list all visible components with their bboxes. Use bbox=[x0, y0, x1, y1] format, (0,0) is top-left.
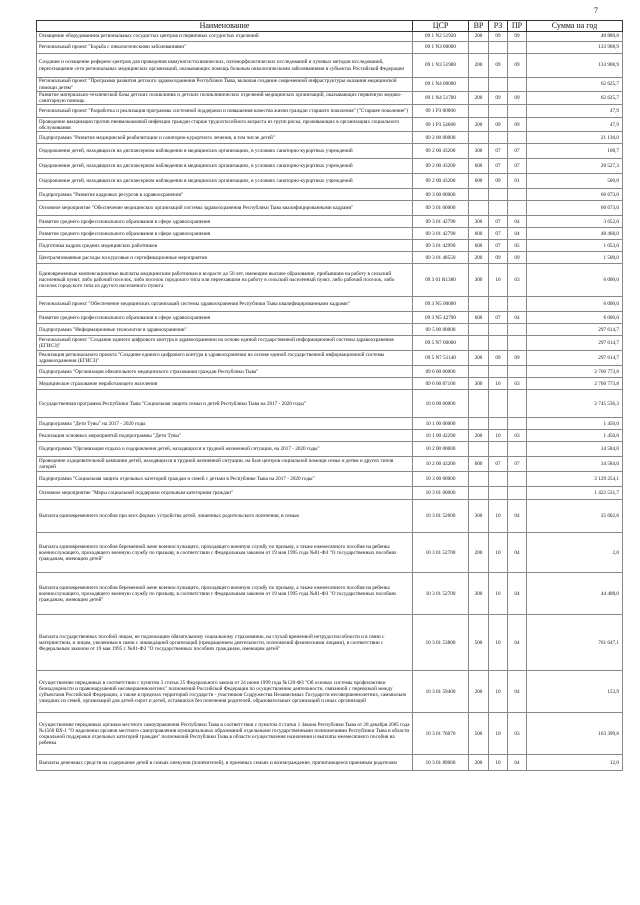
cell-sum: 34 584,0 bbox=[527, 442, 623, 457]
cell-vr bbox=[469, 366, 489, 378]
cell-sum: 1 053,0 bbox=[527, 240, 623, 252]
cell-csr: 09 3 N5 42790 bbox=[413, 312, 469, 324]
cell-vr: 200 bbox=[469, 32, 489, 42]
cell-pr: 04 bbox=[508, 755, 527, 771]
cell-rz: 07 bbox=[489, 216, 508, 228]
cell-pr: 04 bbox=[508, 573, 527, 615]
cell-name: Развитие среднего профессионального образования в сфере здравоохранения bbox=[37, 216, 413, 228]
cell-vr: 300 bbox=[469, 144, 489, 159]
cell-name: Выплата государственных пособий лицам, не подлежащим обязательному социальному страхованию, на случай временной нетрудоспособности и в связи с материнством, и лицам, уволенным в связи с ликвидацией организаций (прекращением деятельности, полномочий физическими лицами), в соответствии с Федеральным законом от 19 мая 1995 г. №81-ФЗ "О государственных пособиях гражданам, имеющим детей" bbox=[37, 615, 413, 671]
cell-sum: 1 500,0 bbox=[527, 252, 623, 264]
cell-rz: 10 bbox=[489, 264, 508, 297]
table-row bbox=[37, 78, 623, 92]
cell-sum: 297 614,7 bbox=[527, 324, 623, 336]
cell-pr: 07 bbox=[508, 457, 527, 472]
cell-vr: 200 bbox=[469, 252, 489, 264]
cell-csr: 09 1 P3 54680 bbox=[413, 118, 469, 132]
cell-rz: 07 bbox=[489, 312, 508, 324]
cell-sum: 60 673,0 bbox=[527, 201, 623, 216]
cell-rz: 10 bbox=[489, 713, 508, 755]
cell-rz: 07 bbox=[489, 228, 508, 240]
cell-name: Медицинское страхование неработающего населения bbox=[37, 378, 413, 390]
cell-sum: 62 625,7 bbox=[527, 78, 623, 92]
table-row bbox=[37, 390, 623, 418]
cell-rz: 09 bbox=[489, 32, 508, 42]
cell-pr: 09 bbox=[508, 118, 527, 132]
table-row bbox=[37, 351, 623, 366]
cell-rz bbox=[489, 105, 508, 118]
cell-vr: 500 bbox=[469, 615, 489, 671]
cell-pr: 03 bbox=[508, 713, 527, 755]
header-rz: РЗ bbox=[489, 21, 508, 32]
cell-name: Подпрограмма "Социальная защита отдельных категорий граждан и семей с детьми в Республике Тыва на 2017 - 2020 годы" bbox=[37, 472, 413, 487]
cell-sum: 62 625,7 bbox=[527, 92, 623, 105]
cell-vr bbox=[469, 324, 489, 336]
cell-rz: 09 bbox=[489, 118, 508, 132]
table-row bbox=[37, 132, 623, 144]
cell-vr: 600 bbox=[469, 174, 489, 189]
cell-vr bbox=[469, 189, 489, 201]
cell-csr: 09 2 00 00000 bbox=[413, 132, 469, 144]
cell-csr: 09 1 N4 51700 bbox=[413, 92, 469, 105]
cell-csr: 10 3 01 76070 bbox=[413, 713, 469, 755]
cell-vr bbox=[469, 442, 489, 457]
cell-pr bbox=[508, 366, 527, 378]
cell-csr: 10 3 00 00000 bbox=[413, 472, 469, 487]
cell-rz: 09 bbox=[489, 174, 508, 189]
cell-name: Выплаты денежных средств на содержание детей в семьях опекунов (попечителей), в приемных семьях и вознаграждение, причитающееся приемным родителям bbox=[37, 755, 413, 771]
cell-vr: 300 bbox=[469, 264, 489, 297]
cell-name: Подпрограмма "Информационные технологии в здравоохранении" bbox=[37, 324, 413, 336]
cell-rz bbox=[489, 78, 508, 92]
cell-name: Выплата единовременного пособия беременной жене военнослужащего, проходящего военную службу по призыву, а также ежемесячного пособия на ребенка военнослужащего, проходящего военную службу по призыву, в соответствии с Федеральным законом от 19 мая 1995 года №81-ФЗ "О государственных пособиях гражданам, имеющим детей" bbox=[37, 573, 413, 615]
cell-rz: 10 bbox=[489, 615, 508, 671]
cell-csr: 09 3 01 48550 bbox=[413, 252, 469, 264]
table-row bbox=[37, 442, 623, 457]
cell-pr bbox=[508, 42, 527, 54]
cell-pr: 04 bbox=[508, 533, 527, 573]
page-number: 7 bbox=[594, 6, 598, 15]
cell-sum: 3 652,0 bbox=[527, 216, 623, 228]
cell-pr bbox=[508, 201, 527, 216]
cell-vr: 200 bbox=[469, 755, 489, 771]
cell-name: Региональный проект "Создание единого цифрового контура в здравоохранении на основе единой государственной информационной системы здравоохранения (ЕГИСЗ)" bbox=[37, 336, 413, 351]
cell-name: Основное мероприятие "Меры социальной поддержки отдельным категориям граждан" bbox=[37, 487, 413, 500]
cell-sum: 133 908,9 bbox=[527, 54, 623, 78]
cell-sum: 6 000,0 bbox=[527, 297, 623, 312]
cell-sum: 44 408,0 bbox=[527, 573, 623, 615]
table-row bbox=[37, 201, 623, 216]
cell-vr bbox=[469, 78, 489, 92]
cell-vr bbox=[469, 390, 489, 418]
cell-pr bbox=[508, 472, 527, 487]
cell-csr: 09 1 N3 51900 bbox=[413, 54, 469, 78]
cell-csr: 09 1 P3 00000 bbox=[413, 105, 469, 118]
cell-sum: 163 399,8 bbox=[527, 713, 623, 755]
table-row bbox=[37, 42, 623, 54]
cell-pr: 03 bbox=[508, 378, 527, 390]
cell-pr: 03 bbox=[508, 430, 527, 442]
cell-name: Оздоровление детей, находящихся на диспансерном наблюдении в медицинских организациях, в условиях санаторно-курортных учреждений bbox=[37, 144, 413, 159]
cell-csr: 09 3 01 42790 bbox=[413, 216, 469, 228]
cell-pr bbox=[508, 105, 527, 118]
cell-name: Реализация основных мероприятий подпрограммы "Дети Тувы" bbox=[37, 430, 413, 442]
table-row bbox=[37, 312, 623, 324]
cell-sum: 1 422 531,7 bbox=[527, 487, 623, 500]
cell-rz: 10 bbox=[489, 573, 508, 615]
cell-csr: 10 3 01 52600 bbox=[413, 500, 469, 533]
cell-pr: 03 bbox=[508, 264, 527, 297]
cell-sum: 21 136,0 bbox=[527, 132, 623, 144]
cell-rz: 10 bbox=[489, 755, 508, 771]
cell-csr: 09 3 01 00000 bbox=[413, 201, 469, 216]
cell-rz bbox=[489, 418, 508, 430]
cell-csr: 10 0 00 00000 bbox=[413, 390, 469, 418]
cell-name: Осуществление переданных органам местного самоуправления Республики Тыва в соответствии с пунктом 4 статьи 1 Закона Республики Тыва от 28 декабря 2005 года №1560 ВХ-1 "О наделении органов местного самоуправления муниципальных образований отдельными государственными полномочиями Республики Тыва в области социальной поддержки отдельных категорий граждан" полномочий Республики Тыва в области осуществления назначения и выплаты ежемесячного пособия на ребенка bbox=[37, 713, 413, 755]
cell-name: Подготовка кадров средних медицинских работников bbox=[37, 240, 413, 252]
cell-name: Централизованные расходы на курсовые и сертификационные мероприятия bbox=[37, 252, 413, 264]
cell-sum: 2 760 773,8 bbox=[527, 378, 623, 390]
cell-name: Проведение оздоровительной кампании детей, находящихся в трудной жизненной ситуации, на базе центров социальной помощи семье и детям и других типов лагерей bbox=[37, 457, 413, 472]
cell-name: Региональный проект "Разработка и реализация программы системной поддержки и повышения качества жизни граждан старшего поколения" ("Старшее поколение") bbox=[37, 105, 413, 118]
cell-sum: 47,9 bbox=[527, 105, 623, 118]
cell-csr: 09 3 N5 00000 bbox=[413, 297, 469, 312]
cell-csr: 10 2 00 43200 bbox=[413, 457, 469, 472]
cell-pr: 01 bbox=[508, 174, 527, 189]
cell-vr: 600 bbox=[469, 228, 489, 240]
cell-sum: 297 614,7 bbox=[527, 336, 623, 351]
cell-sum: 40 880,8 bbox=[527, 32, 623, 42]
cell-csr: 09 2 00 43200 bbox=[413, 159, 469, 174]
header-sum: Сумма на год bbox=[527, 21, 623, 32]
cell-csr: 10 1 00 00000 bbox=[413, 418, 469, 430]
cell-csr: 09 1 N3 00000 bbox=[413, 42, 469, 54]
cell-sum: 6 000,0 bbox=[527, 312, 623, 324]
cell-sum: 108,7 bbox=[527, 144, 623, 159]
cell-rz bbox=[489, 132, 508, 144]
cell-name: Подпрограмма "Развитие кадровых ресурсов в здравоохранении" bbox=[37, 189, 413, 201]
cell-sum: 2 129 254,1 bbox=[527, 472, 623, 487]
cell-rz bbox=[489, 366, 508, 378]
cell-name: Развитие среднего профессионального образования в сфере здравоохранения bbox=[37, 228, 413, 240]
cell-csr: 10 3 01 89060 bbox=[413, 755, 469, 771]
cell-vr bbox=[469, 487, 489, 500]
cell-pr: 09 bbox=[508, 252, 527, 264]
cell-rz: 07 bbox=[489, 144, 508, 159]
table-row bbox=[37, 228, 623, 240]
cell-rz: 10 bbox=[489, 378, 508, 390]
cell-pr: 04 bbox=[508, 312, 527, 324]
cell-rz: 10 bbox=[489, 671, 508, 713]
cell-rz bbox=[489, 42, 508, 54]
cell-csr: 10 3 01 00000 bbox=[413, 487, 469, 500]
table-row bbox=[37, 500, 623, 533]
cell-vr: 200 bbox=[469, 54, 489, 78]
cell-sum: 153,9 bbox=[527, 671, 623, 713]
cell-rz: 09 bbox=[489, 351, 508, 366]
cell-csr: 09 5 N7 51140 bbox=[413, 351, 469, 366]
cell-csr: 09 3 01 42990 bbox=[413, 240, 469, 252]
table-row bbox=[37, 118, 623, 132]
table-row bbox=[37, 216, 623, 228]
table-row bbox=[37, 105, 623, 118]
cell-rz: 09 bbox=[489, 54, 508, 78]
cell-vr: 600 bbox=[469, 312, 489, 324]
cell-vr: 200 bbox=[469, 671, 489, 713]
cell-vr: 300 bbox=[469, 216, 489, 228]
cell-pr bbox=[508, 324, 527, 336]
cell-vr: 200 bbox=[469, 118, 489, 132]
cell-rz: 10 bbox=[489, 430, 508, 442]
cell-name: Выплата единовременного пособия при всех формах устройства детей, лишенных родительского попечения, в семью bbox=[37, 500, 413, 533]
cell-sum: 2 745 536,3 bbox=[527, 390, 623, 418]
cell-vr: 200 bbox=[469, 351, 489, 366]
cell-pr bbox=[508, 297, 527, 312]
cell-csr: 09 2 00 43200 bbox=[413, 144, 469, 159]
cell-vr bbox=[469, 42, 489, 54]
header-pr: ПР bbox=[508, 21, 527, 32]
cell-rz: 07 bbox=[489, 159, 508, 174]
cell-pr: 04 bbox=[508, 228, 527, 240]
table-row bbox=[37, 174, 623, 189]
cell-csr: 10 1 00 42290 bbox=[413, 430, 469, 442]
table-row bbox=[37, 189, 623, 201]
cell-rz: 10 bbox=[489, 533, 508, 573]
cell-rz: 10 bbox=[489, 500, 508, 533]
cell-rz bbox=[489, 324, 508, 336]
cell-csr: 10 3 01 53800 bbox=[413, 615, 469, 671]
cell-vr: 200 bbox=[469, 430, 489, 442]
cell-sum: 12,0 bbox=[527, 755, 623, 771]
cell-pr: 09 bbox=[508, 32, 527, 42]
cell-vr: 500 bbox=[469, 713, 489, 755]
cell-rz bbox=[489, 472, 508, 487]
cell-vr bbox=[469, 297, 489, 312]
cell-rz bbox=[489, 297, 508, 312]
table-row bbox=[37, 487, 623, 500]
table-row bbox=[37, 378, 623, 390]
cell-name: Подпрограмма "Организация отдыха и оздоровления детей, находящихся в трудной жизненной ситуации, на 2017 - 2020 годы" bbox=[37, 442, 413, 457]
table-row bbox=[37, 615, 623, 671]
cell-pr: 09 bbox=[508, 351, 527, 366]
cell-sum: 2,0 bbox=[527, 533, 623, 573]
cell-vr: 300 bbox=[469, 573, 489, 615]
cell-vr: 300 bbox=[469, 378, 489, 390]
cell-vr bbox=[469, 472, 489, 487]
cell-vr bbox=[469, 336, 489, 351]
cell-vr: 200 bbox=[469, 533, 489, 573]
cell-name: Развитие материально-технической базы детских поликлиник и детских поликлинических отделений медицинских организаций, оказывающих первичную медико-санитарную помощь bbox=[37, 92, 413, 105]
cell-vr bbox=[469, 132, 489, 144]
budget-table bbox=[36, 20, 623, 771]
table-row bbox=[37, 472, 623, 487]
cell-pr: 09 bbox=[508, 54, 527, 78]
cell-pr bbox=[508, 78, 527, 92]
cell-sum: 47,9 bbox=[527, 118, 623, 132]
cell-rz: 07 bbox=[489, 457, 508, 472]
cell-sum: 1 450,0 bbox=[527, 418, 623, 430]
cell-vr bbox=[469, 105, 489, 118]
cell-pr: 09 bbox=[508, 92, 527, 105]
cell-vr: 300 bbox=[469, 500, 489, 533]
table-row bbox=[37, 324, 623, 336]
cell-name: Единовременные компенсационные выплаты медицинским работникам в возрасте до 50 лет, имеющим высшее образование, прибывшим на работу в сельский населенный пункт, либо рабочий поселок, либо поселок городского типа или переехавшим на работу в сельский населенный пункт, либо рабочий поселок, либо поселок городского типа из другого населенного пункта bbox=[37, 264, 413, 297]
table-row bbox=[37, 144, 623, 159]
cell-name: Подпрограмма "Дети Тувы" на 2017 - 2020 годы bbox=[37, 418, 413, 430]
cell-pr: 07 bbox=[508, 159, 527, 174]
cell-pr bbox=[508, 390, 527, 418]
cell-sum: 133 908,9 bbox=[527, 42, 623, 54]
cell-csr: 10 3 01 59400 bbox=[413, 671, 469, 713]
cell-csr: 09 6 00 00000 bbox=[413, 366, 469, 378]
table-body bbox=[37, 32, 623, 771]
cell-name: Подпрограмма "Развитие медицинской реабилитации и санаторно-курортного лечения, в том числе детей" bbox=[37, 132, 413, 144]
cell-rz: 09 bbox=[489, 92, 508, 105]
cell-rz bbox=[489, 201, 508, 216]
cell-rz bbox=[489, 487, 508, 500]
cell-name: Основное мероприятие "Обеспечение медицинских организаций системы здравоохранения Республики Тыва квалифицированными кадрами" bbox=[37, 201, 413, 216]
table-row bbox=[37, 533, 623, 573]
header-vr: ВР bbox=[469, 21, 489, 32]
table-row bbox=[37, 457, 623, 472]
table-row bbox=[37, 671, 623, 713]
cell-name: Оснащение оборудованием региональных сосудистых центров и первичных сосудистых отделений bbox=[37, 32, 413, 42]
table-row bbox=[37, 92, 623, 105]
cell-vr: 600 bbox=[469, 457, 489, 472]
cell-pr: 07 bbox=[508, 144, 527, 159]
table-row bbox=[37, 297, 623, 312]
cell-name: Развитие среднего профессионального образования в сфере здравоохранения bbox=[37, 312, 413, 324]
cell-csr: 09 1 N4 00000 bbox=[413, 78, 469, 92]
cell-rz bbox=[489, 189, 508, 201]
table-row bbox=[37, 573, 623, 615]
cell-sum: 20 527,3 bbox=[527, 159, 623, 174]
table-row bbox=[37, 240, 623, 252]
header-csr: ЦСР bbox=[413, 21, 469, 32]
cell-name: Региональный проект "Обеспечение медицинских организаций системы здравоохранения Республики Тыва квалифицированными кадрами" bbox=[37, 297, 413, 312]
cell-pr: 04 bbox=[508, 500, 527, 533]
cell-pr bbox=[508, 189, 527, 201]
cell-csr: 09 1 N2 51920 bbox=[413, 32, 469, 42]
cell-name: Региональный проект "Борьба с онкологическими заболеваниями" bbox=[37, 42, 413, 54]
cell-sum: 761 647,1 bbox=[527, 615, 623, 671]
table-row bbox=[37, 366, 623, 378]
cell-name: Проведение вакцинации против пневмококковой инфекции граждан старше трудоспособного возраста из групп риска, проживающих в организациях социального обслуживания bbox=[37, 118, 413, 132]
cell-sum: 500,0 bbox=[527, 174, 623, 189]
cell-name: Реализация регионального проекта "Создание единого цифрового контура в здравоохранении на основе единой государственной информационной системы здравоохранения (ЕГИСЗ)" bbox=[37, 351, 413, 366]
cell-csr: 09 6 00 87100 bbox=[413, 378, 469, 390]
cell-csr: 09 5 N7 00000 bbox=[413, 336, 469, 351]
cell-pr bbox=[508, 336, 527, 351]
table-row bbox=[37, 430, 623, 442]
table-row bbox=[37, 32, 623, 42]
table-row bbox=[37, 418, 623, 430]
cell-name: Осуществление переданных в соответствии с пунктом 3 статьи 25 Федерального закона от 24 июня 1999 года №120-ФЗ "Об основах системы профилактики безнадзорности и правонарушений несовершеннолетних" полномочий Российской Федерации по осуществлению деятельности, связанной с перевозкой между субъектами Российской Федерации, а также в пределах территорий государств - участников Содружества Независимых Государств несовершеннолетних, самовольно ушедших из семей, организаций для детей-сирот и детей, оставшихся без попечения родителей, образовательных организаций и иных организаций bbox=[37, 671, 413, 713]
table-row bbox=[37, 336, 623, 351]
cell-sum: 48 468,0 bbox=[527, 228, 623, 240]
cell-csr: 09 5 00 00000 bbox=[413, 324, 469, 336]
cell-pr: 05 bbox=[508, 240, 527, 252]
cell-name: Оздоровление детей, находящихся на диспансерном наблюдении в медицинских организациях, в условиях санаторно-курортных учреждений bbox=[37, 174, 413, 189]
cell-sum: 66 673,0 bbox=[527, 189, 623, 201]
cell-rz: 09 bbox=[489, 252, 508, 264]
cell-sum: 2 760 773,8 bbox=[527, 366, 623, 378]
cell-name: Подпрограмма "Организация обязательного медицинского страхования граждан Республики Тыва" bbox=[37, 366, 413, 378]
cell-rz bbox=[489, 390, 508, 418]
cell-csr: 10 3 01 52700 bbox=[413, 533, 469, 573]
cell-csr: 09 3 01 42790 bbox=[413, 228, 469, 240]
table-row bbox=[37, 713, 623, 755]
table-header-row bbox=[37, 21, 623, 32]
cell-pr: 04 bbox=[508, 615, 527, 671]
cell-sum: 1 450,0 bbox=[527, 430, 623, 442]
cell-name: Оздоровление детей, находящихся на диспансерном наблюдении в медицинских организациях, в условиях санаторно-курортных учреждений bbox=[37, 159, 413, 174]
cell-vr bbox=[469, 201, 489, 216]
cell-pr bbox=[508, 487, 527, 500]
cell-rz bbox=[489, 442, 508, 457]
cell-name: Выплата единовременного пособия беременной жене военнослужащего, проходящего военную службу по призыву, а также ежемесячного пособия на ребенка военнослужащего, проходящего военную службу по призыву, в соответствии с Федеральным законом от 19 мая 1995 года №81-ФЗ "О государственных пособиях гражданам, имеющим детей" bbox=[37, 533, 413, 573]
cell-csr: 10 2 00 00000 bbox=[413, 442, 469, 457]
header-name: Наименование bbox=[37, 21, 413, 32]
cell-name: Создание и оснащение референс-центров для проведения иммуногистохимических, патоморфологических исследований и лучевых методов исследований, переоснащение сети региональных медицинских организаций, оказывающих помощь больным онкологическими заболеваниями в субъектах Российской Федерации bbox=[37, 54, 413, 78]
cell-pr: 04 bbox=[508, 216, 527, 228]
cell-sum: 6 000,0 bbox=[527, 264, 623, 297]
cell-rz bbox=[489, 336, 508, 351]
cell-sum: 25 602,6 bbox=[527, 500, 623, 533]
cell-sum: 297 614,7 bbox=[527, 351, 623, 366]
cell-vr: 600 bbox=[469, 159, 489, 174]
cell-pr: 04 bbox=[508, 671, 527, 713]
cell-csr: 09 3 01 R1380 bbox=[413, 264, 469, 297]
cell-vr: 200 bbox=[469, 92, 489, 105]
cell-name: Региональный проект "Программа развития детского здравоохранения Республики Тыва, включая создание современной инфраструктуры оказания медицинской помощи детям" bbox=[37, 78, 413, 92]
cell-vr: 600 bbox=[469, 240, 489, 252]
cell-pr bbox=[508, 442, 527, 457]
table-row bbox=[37, 159, 623, 174]
cell-pr bbox=[508, 132, 527, 144]
cell-csr: 09 2 00 43200 bbox=[413, 174, 469, 189]
cell-pr bbox=[508, 418, 527, 430]
table-row bbox=[37, 54, 623, 78]
table-row bbox=[37, 252, 623, 264]
cell-csr: 09 3 00 00000 bbox=[413, 189, 469, 201]
table-row bbox=[37, 755, 623, 771]
cell-csr: 10 3 01 52700 bbox=[413, 573, 469, 615]
cell-sum: 34 584,0 bbox=[527, 457, 623, 472]
cell-rz: 07 bbox=[489, 240, 508, 252]
cell-name: Государственная программа Республики Тыва "Социальная защита семьи и детей Республики Тыва на 2017 - 2020 годы" bbox=[37, 390, 413, 418]
table-row bbox=[37, 264, 623, 297]
cell-vr bbox=[469, 418, 489, 430]
